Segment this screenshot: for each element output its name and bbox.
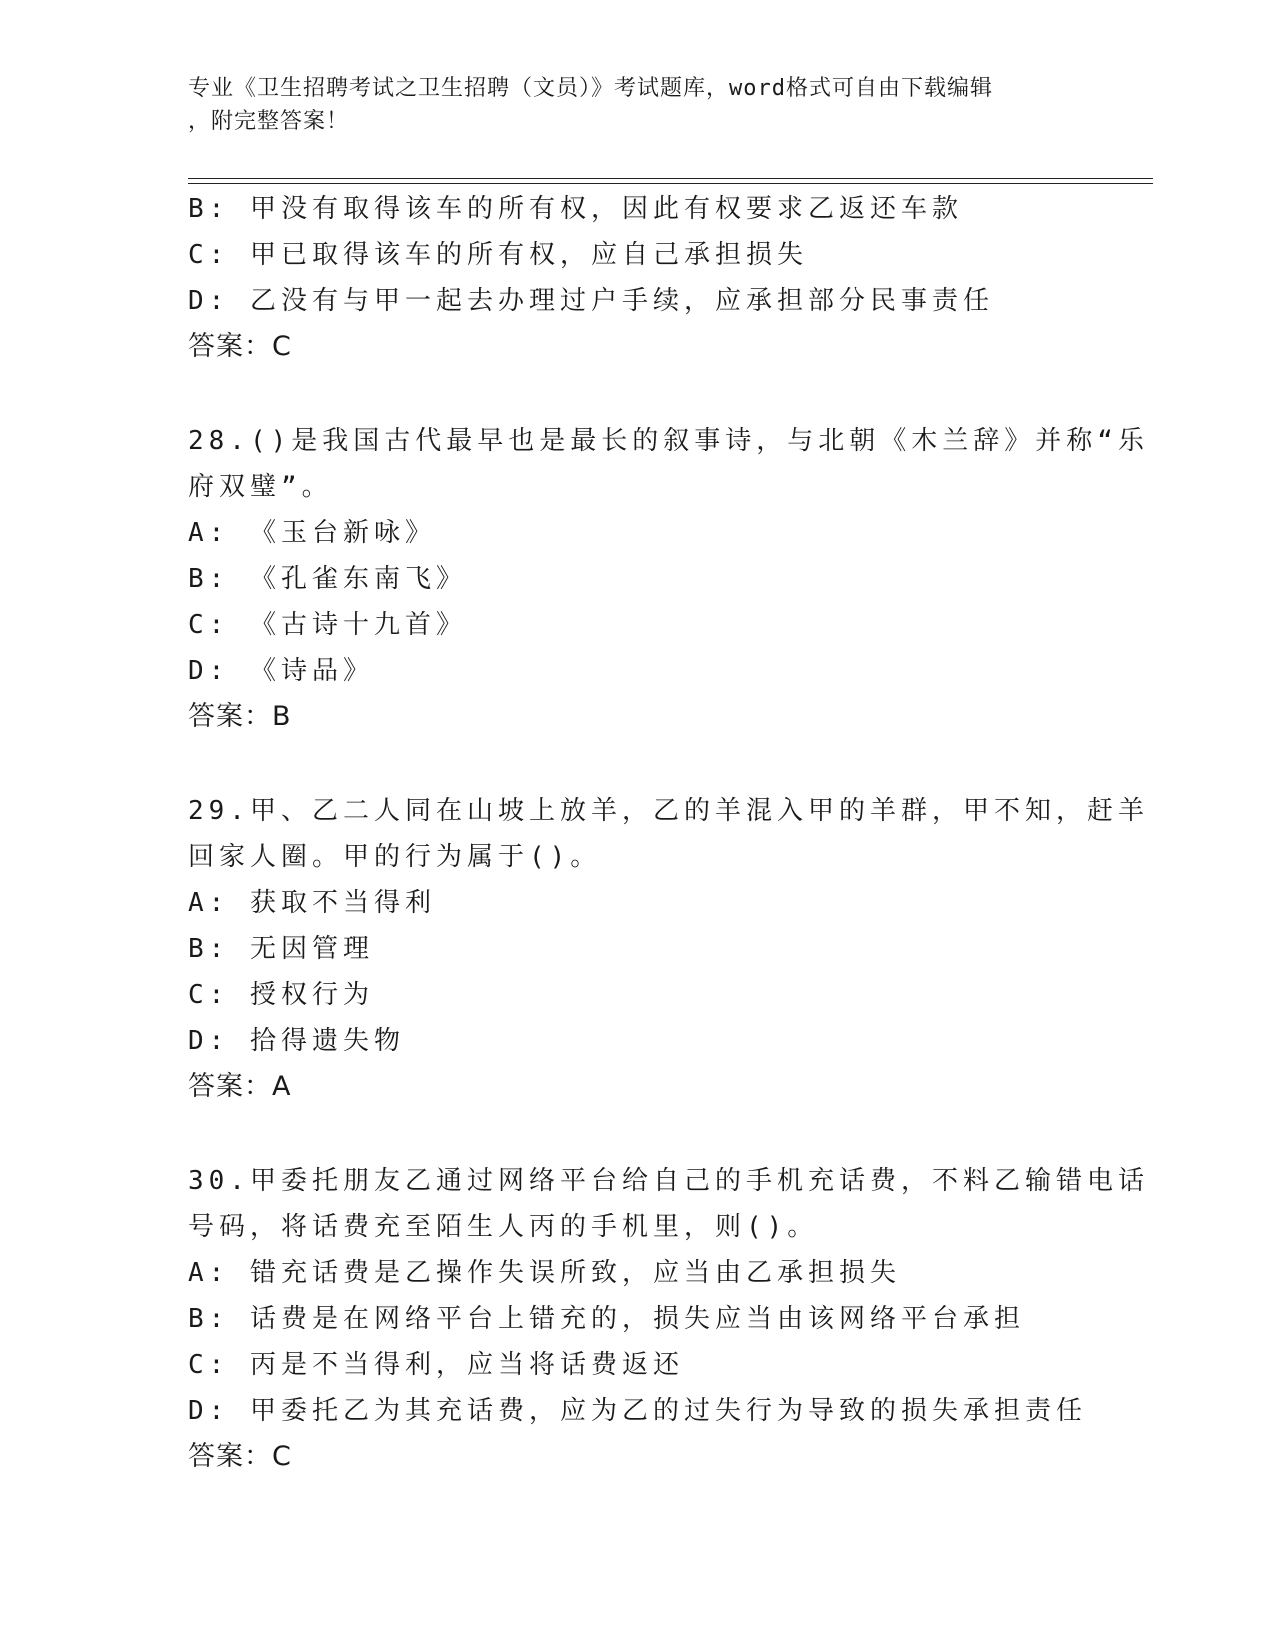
question-stem-line: 号码，将话费充至陌生人丙的手机里，则()。 bbox=[188, 1212, 819, 1242]
option-b: B: 话费是在网络平台上错充的，损失应当由该网络平台承担 bbox=[188, 1304, 1025, 1334]
option-a: A: 获取不当得利 bbox=[188, 888, 436, 918]
option-a: A: 《玉台新咏》 bbox=[188, 518, 436, 548]
question-stem-line: 28.()是我国古代最早也是最长的叙事诗，与北朝《木兰辞》并称“乐 bbox=[188, 426, 1149, 456]
header-line-2: ，附完整答案！ bbox=[188, 109, 350, 134]
answer: 答案：C bbox=[188, 1441, 292, 1472]
header-line-1: 专业《卫生招聘考试之卫生招聘（文员）》考试题库，word格式可自由下载编辑 bbox=[188, 76, 993, 101]
question-list bbox=[188, 186, 1149, 1480]
question-30 bbox=[188, 1158, 1149, 1480]
option-c: C: 甲已取得该车的所有权，应自己承担损失 bbox=[188, 240, 808, 270]
answer: 答案：B bbox=[188, 701, 292, 732]
option-d: D: 《诗品》 bbox=[188, 656, 374, 686]
question-28 bbox=[188, 418, 1149, 740]
option-b: B: 无因管理 bbox=[188, 934, 374, 964]
option-c: C: 授权行为 bbox=[188, 980, 374, 1010]
option-a: A: 错充话费是乙操作失误所致，应当由乙承担损失 bbox=[188, 1258, 901, 1288]
header-divider-top bbox=[188, 178, 1153, 179]
question-27-tail bbox=[188, 186, 1088, 370]
option-d: D: 乙没有与甲一起去办理过户手续，应承担部分民事责任 bbox=[188, 286, 994, 316]
spacer bbox=[188, 740, 1088, 788]
question-stem-line: 府双璧”。 bbox=[188, 472, 333, 502]
question-stem-line: 29.甲、乙二人同在山坡上放羊，乙的羊混入甲的羊群，甲不知，赶羊 bbox=[188, 796, 1149, 826]
option-c: C: 丙是不当得利，应当将话费返还 bbox=[188, 1350, 684, 1380]
header-divider-bottom bbox=[188, 183, 1153, 184]
answer: 答案：C bbox=[188, 331, 292, 362]
option-b: B: 甲没有取得该车的所有权，因此有权要求乙返还车款 bbox=[188, 194, 963, 224]
document-header bbox=[188, 72, 1088, 138]
spacer bbox=[188, 370, 1088, 418]
option-d: D: 甲委托乙为其充话费，应为乙的过失行为导致的损失承担责任 bbox=[188, 1396, 1087, 1426]
question-stem-line: 30.甲委托朋友乙通过网络平台给自己的手机充话费，不料乙输错电话 bbox=[188, 1166, 1149, 1196]
spacer bbox=[188, 1110, 1088, 1158]
option-c: C: 《古诗十九首》 bbox=[188, 610, 467, 640]
question-29 bbox=[188, 788, 1149, 1110]
answer: 答案：A bbox=[188, 1071, 292, 1102]
option-d: D: 拾得遗失物 bbox=[188, 1026, 405, 1056]
option-b: B: 《孔雀东南飞》 bbox=[188, 564, 467, 594]
question-stem-line: 回家人圈。甲的行为属于()。 bbox=[188, 842, 602, 872]
